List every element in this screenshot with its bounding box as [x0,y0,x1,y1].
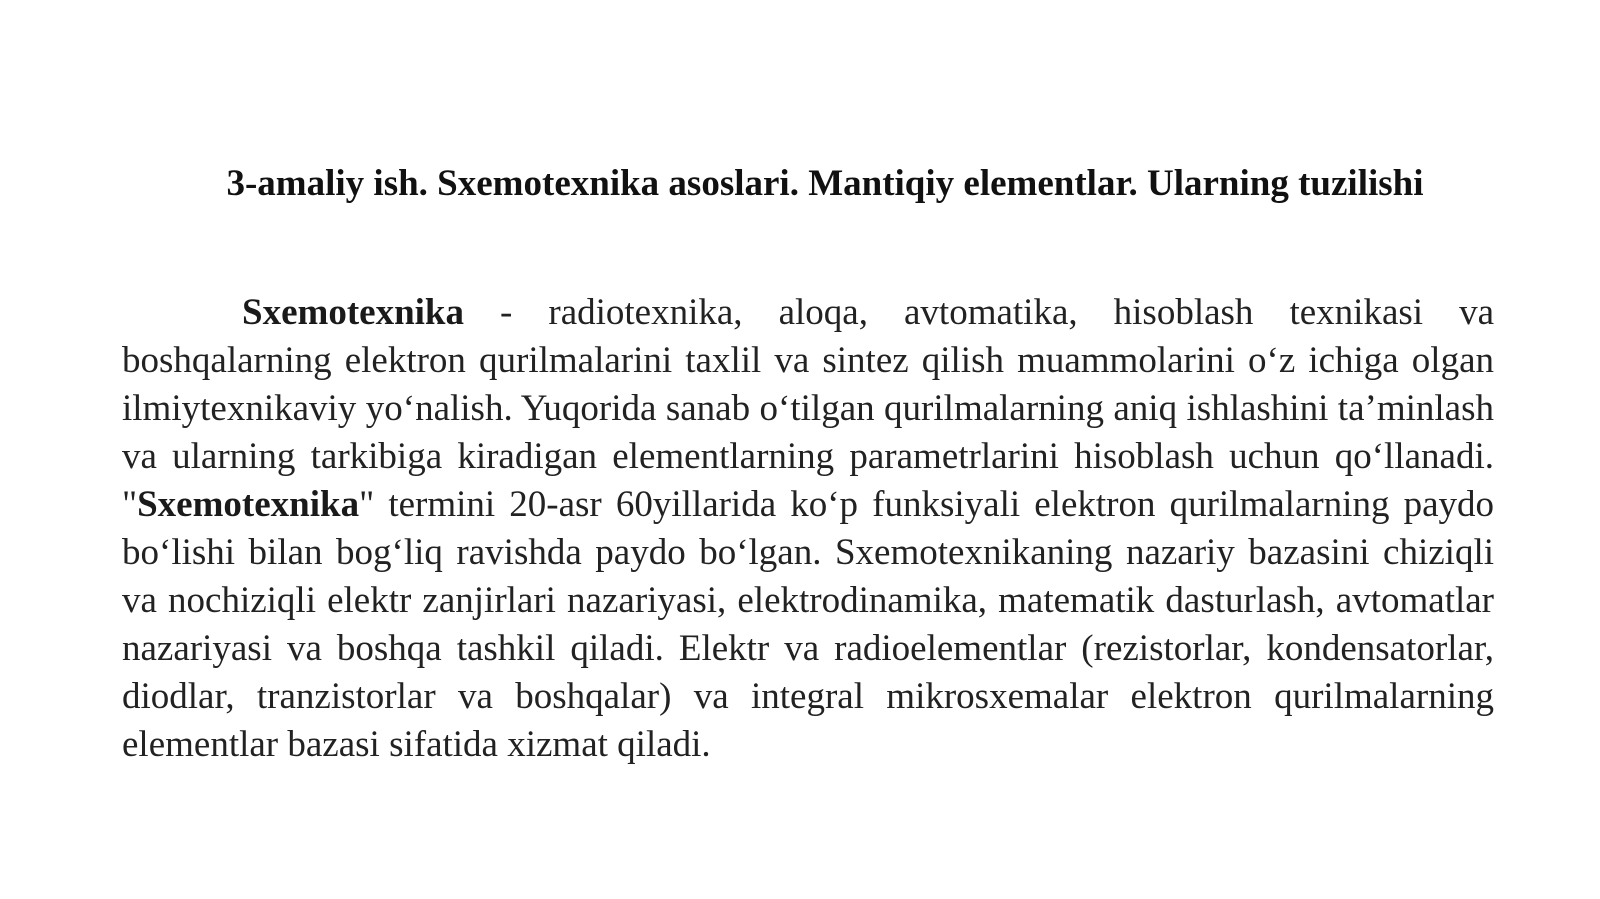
paragraph-text-part1: - radiotexnika, aloqa, avtomatika, hisoblash texnikasi va boshqalarning elektron qurilmalarini taxlil va sintez qilish muammolarini o‘z ichiga olgan ilmiytexnikaviy yo‘nalish. Yuqorida sanab o‘tilgan qurilmalarning aniq ishlashini ta’minlash va ularning tarkibiga kiradigan elementlarning parametrlarini hisoblash uchun qo‘llanadi. " [122,292,1494,525]
paragraph-text-part2: " termini 20-asr 60yillarida ko‘p funksiyali elektron qurilmalarning paydo bo‘lishi bilan bog‘liq ravishda paydo bo‘lgan. Sxemotexnikaning nazariy bazasini chiziqli va nochiziqli elektr zanjirlari nazariyasi, elektrodinamika, matematik dasturlash, avtomatlar nazariyasi va boshqa tashkil qiladi. Elektr va radioelementlar (rezistorlar, kondensatorlar, diodlar, tranzistorlar va boshqalar) va integral mikrosxemalar elektron qurilmalarning elementlar bazasi sifatida xizmat qiladi. [122,484,1494,765]
body-paragraph [122,289,1494,769]
document-title: 3-amaliy ish. Sxemotexnika asoslari. Mantiqiy elementlar. Ularning tuzilishi [226,163,1424,204]
term-bold-quoted: Sxemotexnika [137,484,360,525]
term-bold: Sxemotexnika [242,292,464,333]
